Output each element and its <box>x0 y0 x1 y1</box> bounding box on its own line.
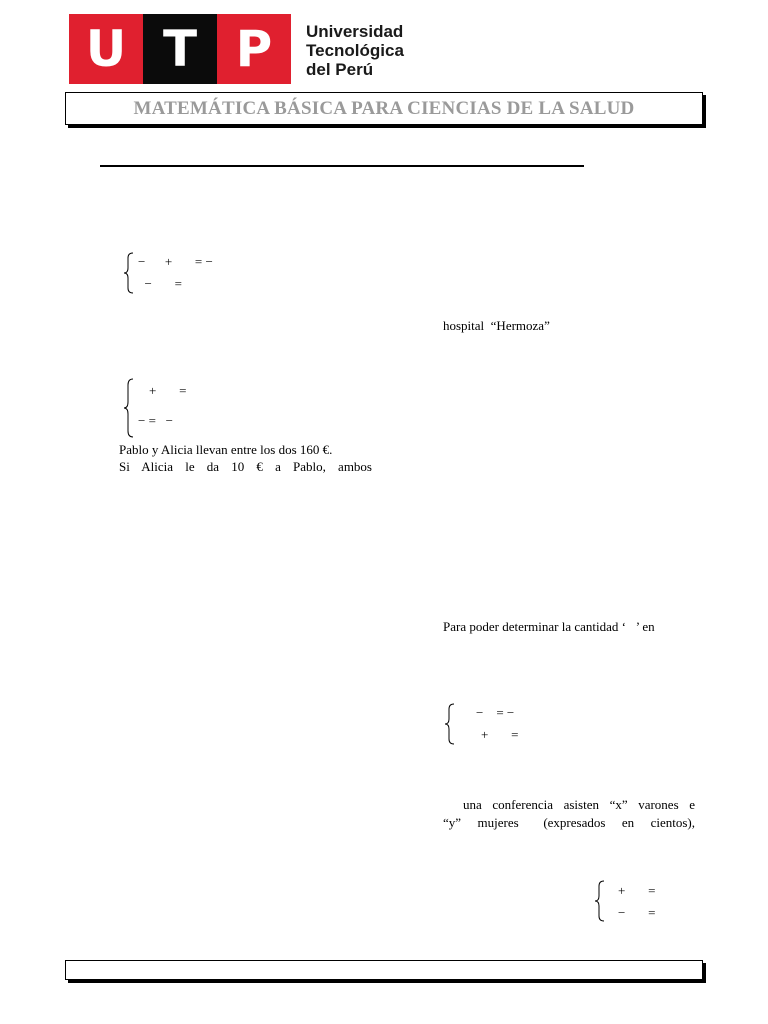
equation-system-1 <box>122 252 242 294</box>
section-rule <box>100 165 584 167</box>
utp-logo <box>69 14 291 84</box>
system-2-row-2: − = − <box>138 413 173 428</box>
logo-letter-t: T <box>143 14 217 84</box>
system-4-row-2: − = <box>618 905 656 920</box>
university-line-3: del Perú <box>306 60 374 79</box>
course-title: MATEMÁTICA BÁSICA PARA CIENCIAS DE LA SALUD <box>133 97 635 119</box>
university-line-1: Universidad <box>306 22 404 41</box>
hospital-text: hospital “Hermoza” <box>443 318 550 333</box>
logo-letter-p: P <box>217 14 291 84</box>
system-1-row-1: − + = − <box>138 254 213 269</box>
logo-letter-u: U <box>69 14 143 84</box>
brace-icon <box>443 703 457 745</box>
university-name <box>306 22 404 79</box>
pablo-line-1: Pablo y Alicia llevan entre los dos 160 €. <box>119 442 333 457</box>
equation-system-3 <box>443 703 563 745</box>
conference-line-2: “y” mujeres (expresados en cientos), <box>443 815 695 830</box>
system-3-row-2: + = <box>481 727 519 742</box>
equation-system-4 <box>593 880 693 922</box>
system-4-row-1: + = <box>618 883 656 898</box>
brace-icon <box>122 252 136 294</box>
equation-system-2 <box>122 378 242 438</box>
cantidad-text: Para poder determinar la cantidad ‘ ’ en <box>443 619 655 634</box>
university-line-2: Tecnológica <box>306 41 404 60</box>
course-title-banner <box>65 92 703 125</box>
brace-icon <box>593 880 607 922</box>
pablo-line-2: Si Alicia le da 10 € a Pablo, ambos <box>119 459 372 474</box>
system-2-row-1: + = <box>149 383 187 398</box>
footer-bar <box>65 960 703 980</box>
conference-line-1: una conferencia asisten “x” varones e <box>463 797 695 812</box>
system-1-row-2: − = <box>138 276 182 291</box>
brace-icon <box>122 378 136 438</box>
system-3-row-1: − = − <box>476 705 515 720</box>
